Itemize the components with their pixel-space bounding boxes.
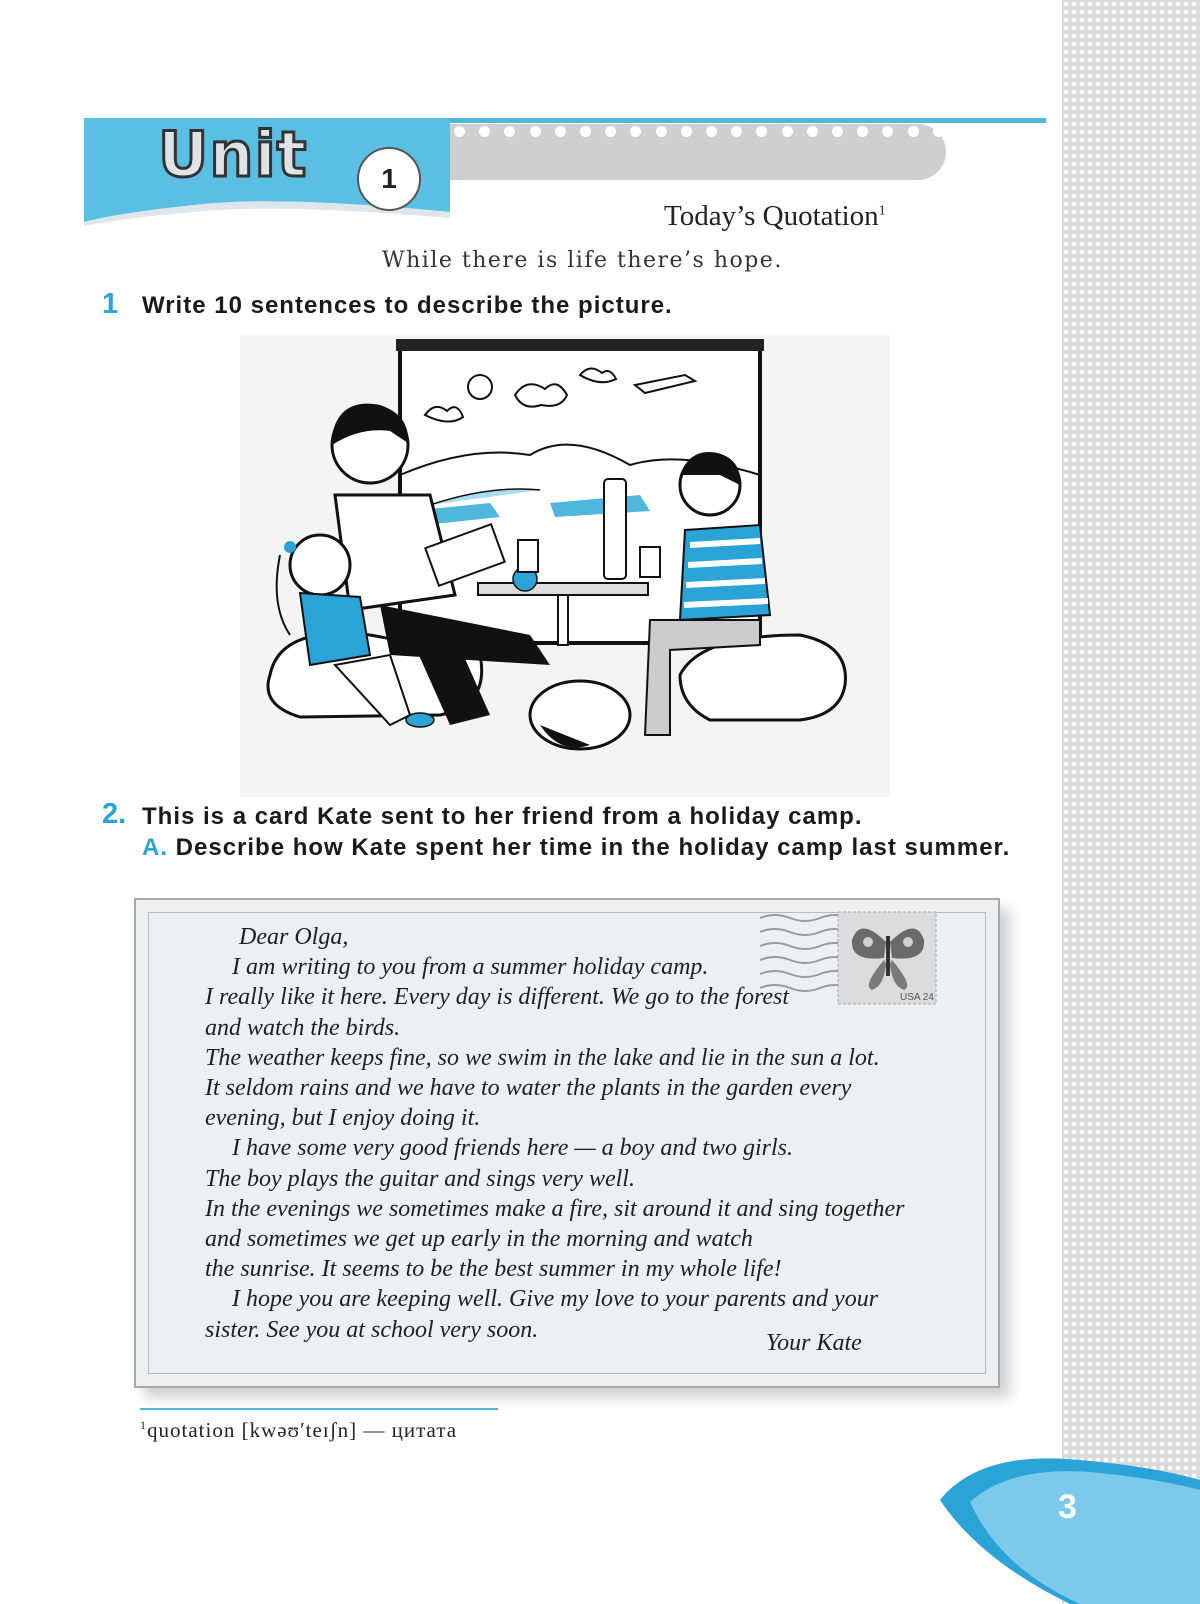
letter-line: and watch the birds. <box>205 1014 401 1041</box>
footnote-rule <box>140 1408 498 1410</box>
exercise-1-number: 1 <box>102 288 119 320</box>
quotation-text: While there is life there’s hope. <box>382 248 783 273</box>
letter-line: The boy plays the guitar and sings very well. <box>205 1165 635 1192</box>
footnote-marker: 1 <box>878 203 886 219</box>
postcard-letter-text <box>205 922 965 1345</box>
letter-line: I really like it here. Every day is different. We go to the forest <box>205 984 790 1011</box>
footnote: $^1$quotation [kwəʊ′teɪʃn] — цитата <box>140 1418 458 1442</box>
footnote-mark: 1 <box>140 1418 147 1432</box>
letter-line: the sunrise. It seems to be the best summer in my whole life! <box>205 1256 782 1283</box>
letter-line: I am writing to you from a summer holiday camp. <box>232 954 709 981</box>
exercise-2-number: 2. <box>102 798 127 830</box>
letter-line: sister. See you at school very soon. <box>205 1316 539 1343</box>
exercise-1-instruction: Write 10 sentences to describe the picture. <box>142 292 673 319</box>
exercise-2a-letter: A. <box>142 834 168 861</box>
letter-signature: Your Kate <box>766 1330 862 1356</box>
stamp-text: USA 24 <box>900 992 934 1003</box>
header-rule <box>450 118 1046 123</box>
letter-line: I hope you are keeping well. Give my love to your parents and your <box>232 1286 879 1313</box>
exercise-2-instruction: This is a card Kate sent to her friend from a holiday camp. <box>142 803 863 830</box>
letter-line: In the evenings we sometimes make a fire, sit around it and sing together <box>205 1195 905 1222</box>
unit-title: Unit <box>158 118 308 191</box>
unit-number-badge: 1 <box>357 147 421 211</box>
page-number: 3 <box>1058 1488 1077 1526</box>
letter-line: The weather keeps fine, so we swim in the lake and lie in the sun a lot. <box>205 1044 880 1071</box>
letter-line: I have some very good friends here — a boy and two girls. <box>232 1135 794 1162</box>
letter-line: It seldom rains and we have to water the plants in the garden every <box>205 1075 852 1102</box>
family-train-illustration <box>240 335 890 797</box>
letter-line: Dear Olga, <box>239 924 349 950</box>
quotation-heading: Today’s Quotation$^1$ <box>664 200 886 232</box>
dotted-margin-pattern <box>1062 0 1200 1604</box>
header-bead-row <box>454 126 944 140</box>
page-corner-decoration <box>940 1450 1200 1604</box>
letter-line: and sometimes we get up early in the morning and watch <box>205 1226 753 1253</box>
letter-line: evening, but I enjoy doing it. <box>205 1105 481 1132</box>
exercise-2a-instruction: A. Describe how Kate spent her time in the holiday camp last summer. <box>142 834 1011 861</box>
